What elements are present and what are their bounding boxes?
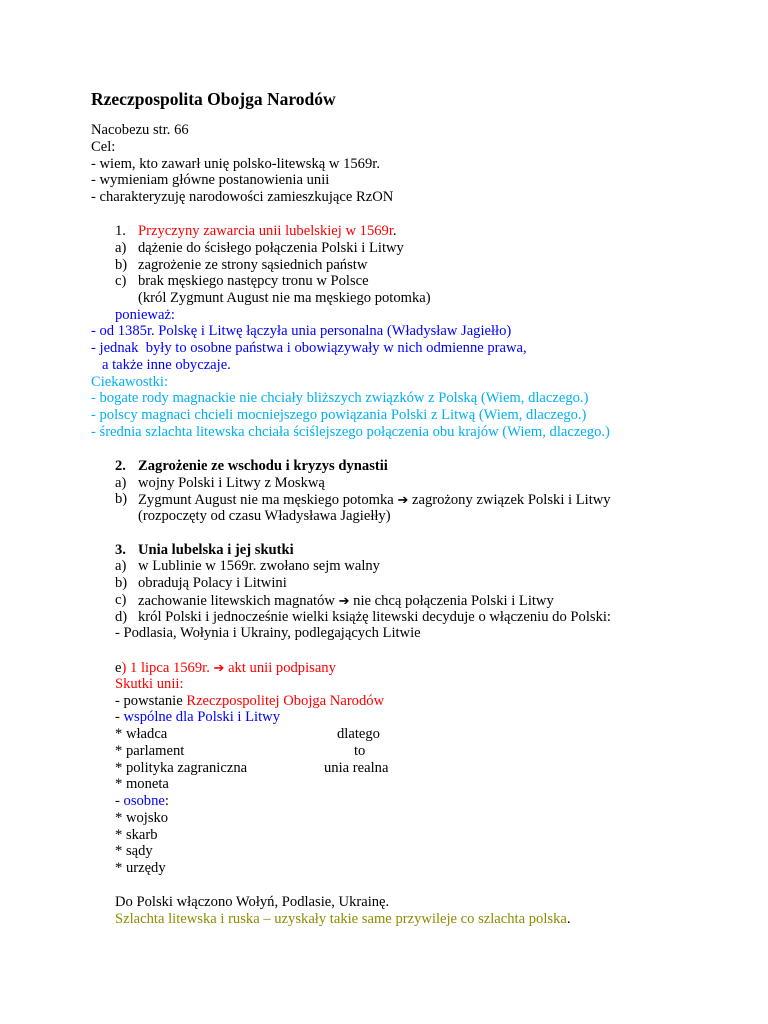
result-highlight: wspólne dla Polski i Litwy bbox=[123, 709, 280, 725]
section-number: 2. bbox=[115, 458, 126, 474]
final-line: Do Polski włączono Wołyń, Podlasie, Ukrainę. bbox=[115, 894, 390, 910]
section-heading-text: Przyczyny zawarcia unii lubelskiej w 1569r bbox=[138, 223, 393, 239]
result-line bbox=[115, 693, 384, 710]
list-continuation: - Podlasia, Wołynia i Ukrainy, podlegających Litwie bbox=[115, 625, 421, 641]
separate-item: * urzędy bbox=[115, 860, 166, 876]
list-item-text-after-arrow: akt unii podpisany bbox=[228, 660, 336, 676]
list-marker: e bbox=[115, 660, 122, 676]
section-number: 3. bbox=[115, 542, 126, 558]
list-item: król Polski i jednocześnie wielki książę litewski decyduje o włączeniu do Polski: bbox=[138, 609, 611, 625]
final-end: . bbox=[566, 911, 571, 927]
list-marker: c) bbox=[115, 273, 127, 289]
list-marker: d) bbox=[115, 609, 128, 625]
list-marker: b) bbox=[115, 491, 128, 507]
separate-item: * sądy bbox=[115, 843, 153, 859]
list-item-text: ) 1 lipca 1569r. bbox=[121, 660, 210, 676]
section-heading: Unia lubelska i jej skutki bbox=[138, 542, 294, 558]
list-item bbox=[138, 592, 554, 610]
curiosity-line: - bogate rody magnackie nie chciały bliższych związków z Polską (Wiem, dlaczego.) bbox=[91, 390, 589, 406]
list-item: obradują Polacy i Litwini bbox=[138, 575, 287, 591]
section-heading-end: . bbox=[392, 223, 397, 239]
result-line bbox=[115, 709, 280, 726]
result-suffix: : bbox=[164, 793, 169, 809]
list-item-text-after-arrow: nie chcą połączenia Polski i Litwy bbox=[353, 593, 554, 609]
final-line bbox=[115, 911, 571, 928]
list-note: (rozpoczęty od czasu Władysława Jagiełły) bbox=[138, 508, 391, 524]
result-highlight: Rzeczpospolitej Obojga Narodów bbox=[186, 693, 385, 709]
list-marker: b) bbox=[115, 575, 128, 591]
blue-line: - jednak były to osobne państwa i obowiązywały w nich odmienne prawa, bbox=[91, 340, 527, 356]
blue-line: a także inne obyczaje. bbox=[102, 357, 231, 373]
arrow-right-icon: ➔ bbox=[397, 492, 409, 507]
list-item bbox=[138, 491, 611, 509]
intro-line: Cel: bbox=[91, 139, 116, 155]
section-heading: Zagrożenie ze wschodu i kryzys dynastii bbox=[138, 458, 388, 474]
results-label: Skutki unii: bbox=[115, 676, 184, 692]
common-item: * parlament bbox=[115, 743, 185, 759]
final-highlight: Szlachta litewska i ruska – uzyskały takie same przywileje co szlachta polska bbox=[115, 911, 567, 927]
curiosities-label: Ciekawostki: bbox=[91, 374, 169, 390]
list-item-text: Zygmunt August nie ma męskiego potomka bbox=[138, 492, 394, 508]
list-item: dążenie do ścisłego połączenia Polski i Litwy bbox=[138, 240, 404, 256]
list-item-e bbox=[115, 659, 336, 677]
result-prefix: - powstanie bbox=[115, 693, 187, 709]
curiosity-line: - średnia szlachta litewska chciała ściślejszego połączenia obu krajów (Wiem, dlaczego.) bbox=[91, 424, 610, 440]
intro-line: - wymieniam główne postanowienia unii bbox=[91, 172, 330, 188]
result-prefix: - bbox=[115, 709, 124, 725]
list-marker: c) bbox=[115, 592, 127, 608]
common-item: * moneta bbox=[115, 776, 169, 792]
separate-item: * wojsko bbox=[115, 810, 169, 826]
document-title: Rzeczpospolita Obojga Narodów bbox=[91, 89, 336, 109]
list-item: zagrożenie ze strony sąsiednich państw bbox=[138, 257, 368, 273]
ponadto-label: ponieważ: bbox=[115, 307, 175, 323]
side-note: to bbox=[354, 743, 366, 759]
arrow-right-icon: ➔ bbox=[213, 660, 225, 675]
list-item: brak męskiego następcy tronu w Polsce bbox=[138, 273, 369, 289]
list-item: wojny Polski i Litwy z Moskwą bbox=[138, 475, 325, 491]
arrow-right-icon: ➔ bbox=[338, 593, 350, 608]
result-highlight: osobne bbox=[123, 793, 165, 809]
side-note: dlatego bbox=[337, 726, 380, 742]
common-item: * władca bbox=[115, 726, 168, 742]
list-item-text: zachowanie litewskich magnatów bbox=[138, 593, 335, 609]
section-heading bbox=[138, 223, 397, 240]
curiosity-line: - polscy magnaci chcieli mocniejszego powiązania Polski z Litwą (Wiem, dlaczego.) bbox=[91, 407, 587, 423]
common-item: * polityka zagraniczna bbox=[115, 760, 248, 776]
list-marker: a) bbox=[115, 475, 127, 491]
intro-line: Nacobezu str. 66 bbox=[91, 122, 189, 138]
list-marker: a) bbox=[115, 240, 127, 256]
list-item: w Lublinie w 1569r. zwołano sejm walny bbox=[138, 558, 380, 574]
side-note: unia realna bbox=[324, 760, 389, 776]
result-prefix: - bbox=[115, 793, 124, 809]
list-note: (król Zygmunt August nie ma męskiego potomka) bbox=[138, 290, 431, 306]
list-item-text-after-arrow: zagrożony związek Polski i Litwy bbox=[412, 492, 611, 508]
blue-line: - od 1385r. Polskę i Litwę łączyła unia personalna (Władysław Jagiełło) bbox=[91, 323, 512, 339]
separate-item: * skarb bbox=[115, 827, 158, 843]
result-line bbox=[115, 793, 169, 810]
section-number: 1. bbox=[115, 223, 126, 239]
intro-line: - charakteryzuję narodowości zamieszkujące RzON bbox=[91, 189, 394, 205]
intro-line: - wiem, kto zawarł unię polsko-litewską w 1569r. bbox=[91, 156, 380, 172]
list-marker: b) bbox=[115, 257, 128, 273]
list-marker: a) bbox=[115, 558, 127, 574]
